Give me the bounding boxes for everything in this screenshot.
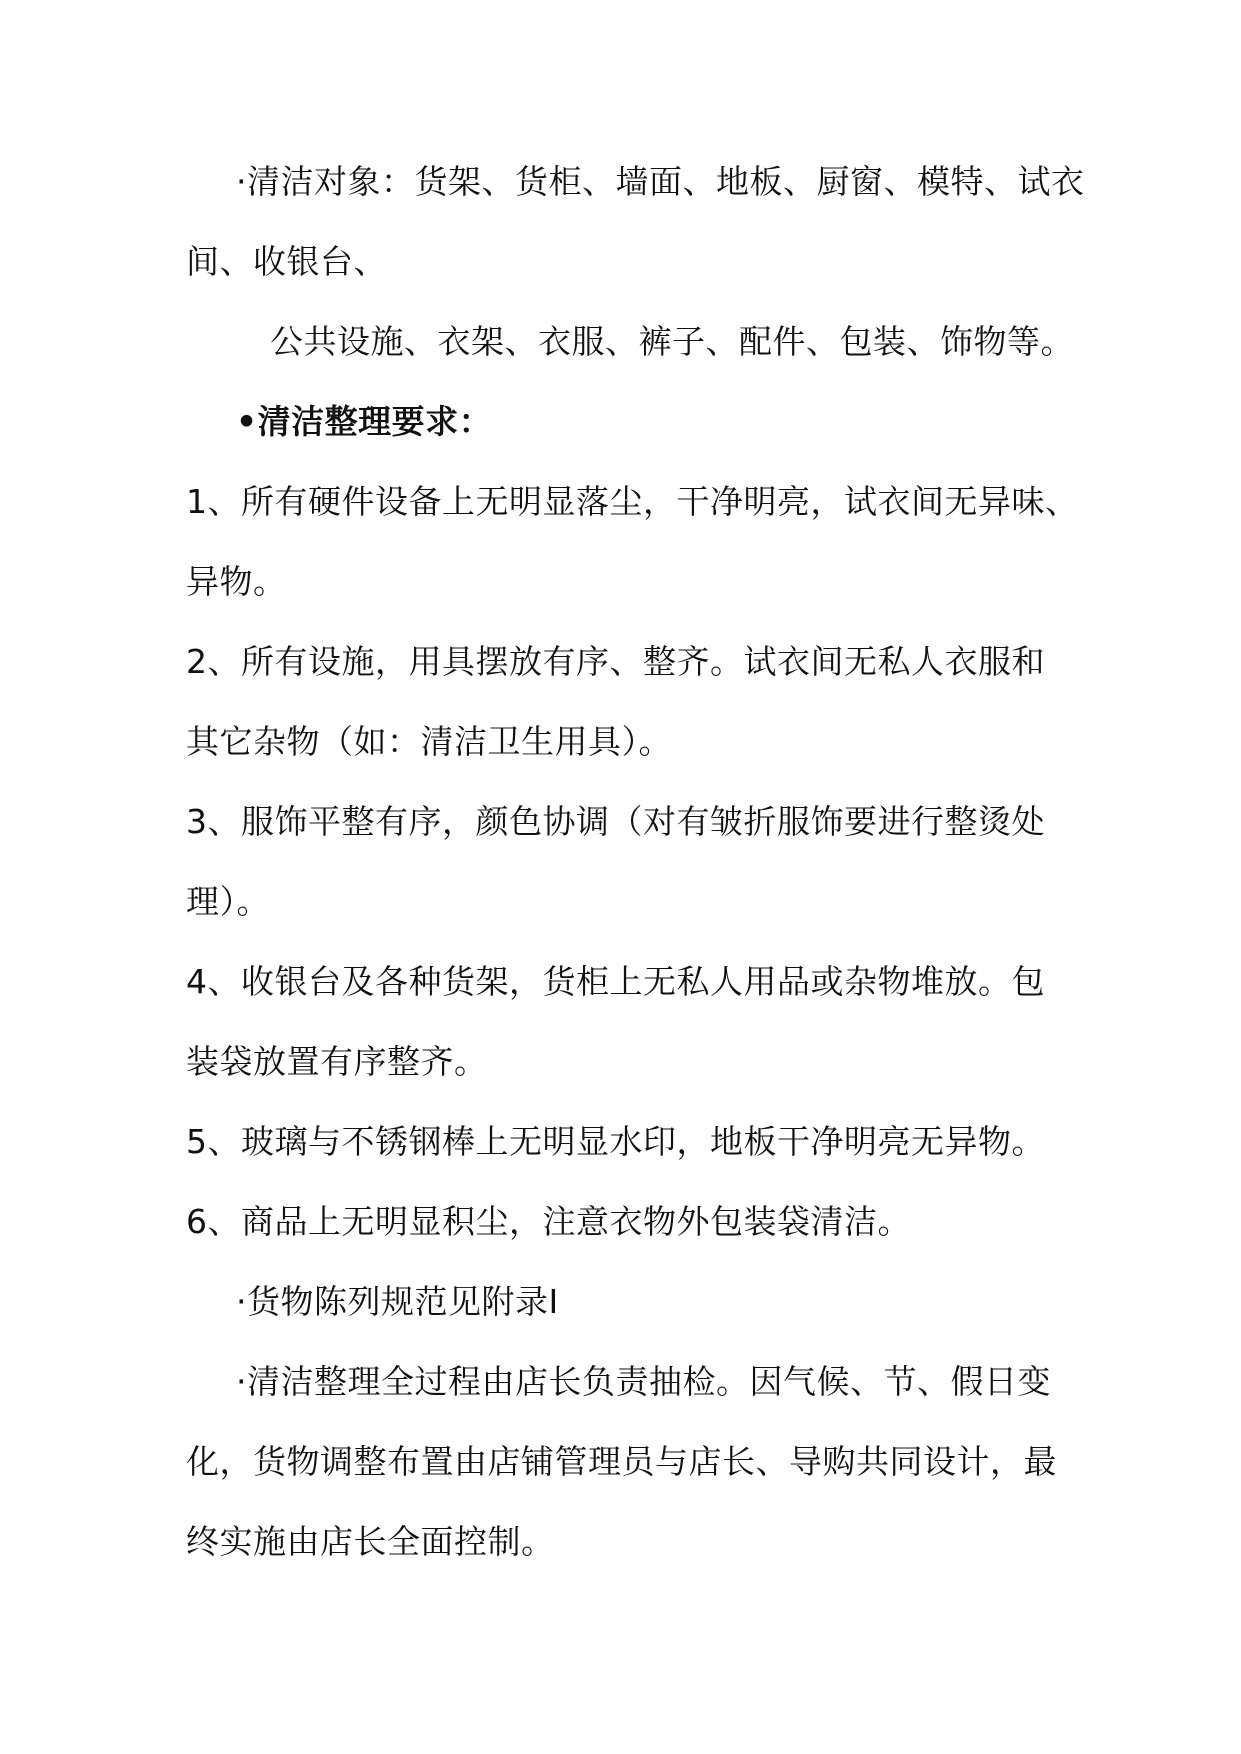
cleaning-objects-line-1: ·清洁对象：货架、货柜、墙面、地板、厨窗、模特、试衣 <box>236 162 1085 201</box>
display-standard-note: ·货物陈列规范见附录Ⅰ <box>236 1282 559 1321</box>
requirement-5: 5、玻璃与不锈钢棒上无明显水印，地板干净明亮无异物。 <box>186 1122 1045 1161</box>
requirement-4-line-1: 4、收银台及各种货架，货柜上无私人用品或杂物堆放。包 <box>186 962 1045 1001</box>
requirement-4-line-2: 装袋放置有序整齐。 <box>186 1042 488 1081</box>
requirement-1-line-1: 1、所有硬件设备上无明显落尘，干净明亮，试衣间无异味、 <box>186 482 1079 521</box>
cleaning-objects-line-2: 间、收银台、 <box>186 242 387 281</box>
requirement-1-line-2: 异物。 <box>186 562 287 601</box>
requirement-6: 6、商品上无明显积尘，注意衣物外包装袋清洁。 <box>186 1202 911 1241</box>
inspection-note-line-3: 终实施由店长全面控制。 <box>186 1522 555 1561</box>
inspection-note-line-1: ·清洁整理全过程由店长负责抽检。因气候、节、假日变 <box>236 1362 1051 1401</box>
cleaning-requirements-heading: •清洁整理要求： <box>236 402 493 441</box>
requirement-2-line-2: 其它杂物（如：清洁卫生用具）。 <box>186 722 672 761</box>
requirement-2-line-1: 2、所有设施，用具摆放有序、整齐。试衣间无私人衣服和 <box>186 642 1045 681</box>
cleaning-objects-line-3: 公共设施、衣架、衣服、裤子、配件、包装、饰物等。 <box>270 322 1074 361</box>
requirement-3-line-2: 理）。 <box>186 882 270 921</box>
requirement-3-line-1: 3、服饰平整有序，颜色协调（对有皱折服饰要进行整烫处 <box>186 802 1045 841</box>
inspection-note-line-2: 化，货物调整布置由店铺管理员与店长、导购共同设计，最 <box>186 1442 1057 1481</box>
